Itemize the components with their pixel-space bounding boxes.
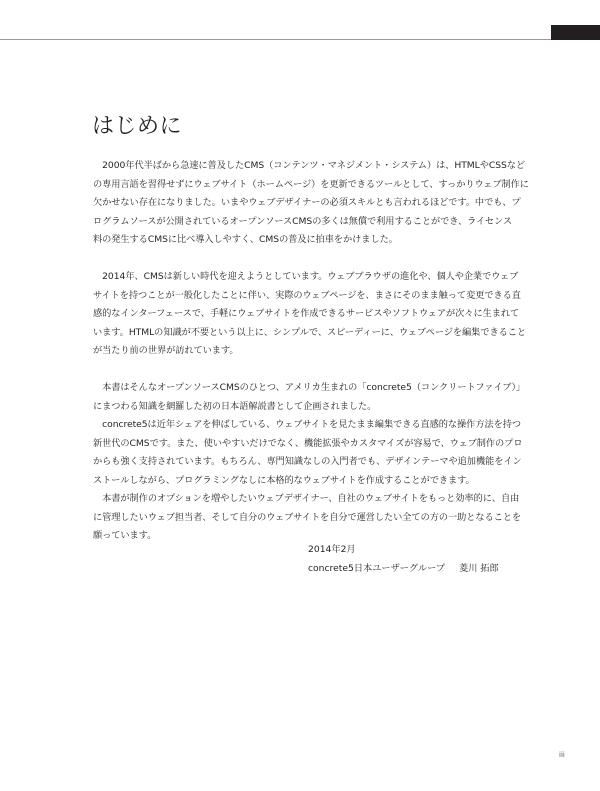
- page-number: iii: [559, 751, 565, 759]
- text-line: います。HTMLの知識が不要という以上に、シンプルで、スピーディーに、ウェブページを編集できること: [93, 326, 527, 338]
- header-rule: [0, 39, 600, 40]
- page-title: はじめに: [92, 114, 183, 139]
- paragraph-2: [93, 268, 527, 361]
- text-line: に管理したいウェブ担当者、そして自分のウェブサイトを自分で運営したい全ての方の一助となることを: [93, 511, 522, 523]
- paragraph-gap: [93, 361, 513, 380]
- text-line: 新世代のCMSです。また、使いやすいだけでなく、機能拡張やカスタマイズが容易で、ウェブ制作のプロ: [93, 437, 523, 449]
- text-line: の専用言語を習得せずにウェブサイト（ホームページ）を更新できるツールとして、すっかりウェブ制作に: [93, 178, 529, 190]
- text-line: にまつわる知識を網羅した初の日本語解説書として企画されました。: [93, 400, 377, 412]
- body-text: [93, 157, 529, 546]
- text-line: 本書はそんなオープンソースCMSのひとつ、アメリカ生まれの「concrete5（コンクリートファイブ）」: [93, 382, 526, 393]
- signature-line: [308, 559, 499, 578]
- text-line: concrete5は近年シェアを伸ばしている、ウェブサイトを見たまま編集できる直感的な操作方法を持つ: [93, 419, 522, 430]
- signature-block: [308, 540, 499, 578]
- text-line: サイトを持つことが一般化したことに伴い、実際のウェブページを、まさにそのまま触って変更できる直: [93, 289, 521, 301]
- text-line: 2000年代半ばから急速に普及したCMS（コンテンツ・マネジメント・システム）は、HTMLやCSSなど: [93, 160, 526, 171]
- chapter-tab-marker: [551, 25, 600, 40]
- text-line: 欠かせない存在になりました。いまやウェブデザイナーの必須スキルとも言われるほどです。中でも、プ: [93, 197, 521, 208]
- text-line: 感的なインターフェースで、手軽にウェブサイトを作成できるサービスやソフトウェアが次々に生まれて: [93, 308, 520, 319]
- text-line: が当たり前の世界が訪れています。: [93, 345, 239, 356]
- text-line: 料の発生するCMSに比べ導入しやすく、CMSの普及に拍車をかけました。: [93, 234, 398, 245]
- paragraph-1: [93, 157, 529, 250]
- text-line: 2014年、CMSは新しい時代を迎えようとしています。ウェブブラウザの進化や、個人や企業でウェブ: [93, 271, 519, 282]
- text-line: ストールしながら、プログラミングなしに本格的なウェブサイトを作成することができます。: [93, 474, 475, 486]
- text-line: 願っています。: [93, 530, 157, 541]
- signature-date: 2014年2月: [308, 544, 356, 555]
- text-line: 本書が制作のオプションを増やしたいウェブデザイナー、自社のウェブサイトをもっと効率的に、自由: [93, 493, 520, 504]
- paragraph-gap: [93, 250, 513, 269]
- signature-author: 菱川 拓郎: [459, 563, 499, 574]
- paragraph-3: [93, 379, 526, 546]
- signature-group: concrete5日本ユーザーグループ: [308, 563, 446, 574]
- text-line: ログラムソースが公開されているオープンソースCMSの多くは無償で利用することができ、ライセンス: [93, 215, 513, 227]
- text-line: からも強く支持されています。もちろん、専門知識なしの入門者でも、デザインテーマや追加機能をイン: [93, 456, 522, 467]
